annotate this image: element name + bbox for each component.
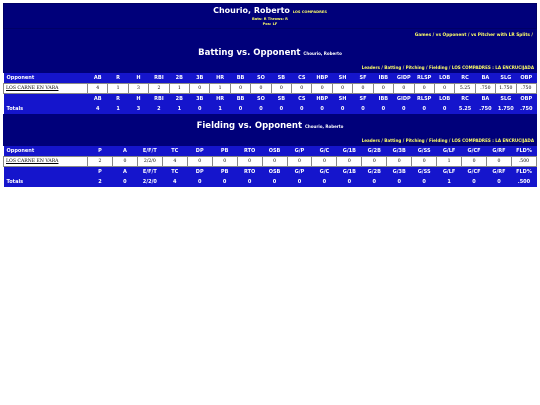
batting-col-header: HBP [312,73,332,84]
batting-col-header: HR [210,73,230,84]
fielding-col-header: PB [212,146,237,157]
fielding-total-cell: 0 [362,177,387,187]
batting-cell: 1.750 [496,84,516,94]
batting-col-header: RLSP [414,94,434,105]
fielding-cell: 0 [487,157,512,167]
batting-col-header: H [128,94,148,105]
fielding-col-header: OSB [262,167,287,178]
batting-cell: 1 [169,84,189,94]
fielding-total-cell: 0 [112,177,137,187]
fielding-total-cell: 0 [462,177,487,187]
batting-col-header: BA [475,73,495,84]
batting-cell: 0 [373,84,393,94]
batting-cell: 1 [210,84,230,94]
batting-col-header: GIDP [394,73,414,84]
fielding-col-header: G/C [312,167,337,178]
fielding-col-header: G/2B [362,167,387,178]
fielding-col-header: FLD% [511,167,536,178]
fielding-cell: 0 [187,157,212,167]
batting-total-cell: 0 [394,104,414,114]
page-container [3,3,537,187]
fielding-cell: 0 [312,157,337,167]
fielding-total-cell: 2 [88,177,113,187]
batting-total-cell: 1 [108,104,128,114]
batting-total-cell: 0 [292,104,312,114]
fielding-cell: 0 [237,157,262,167]
fielding-col-header: RTO [237,167,262,178]
fielding-col-header: G/3B [387,146,412,157]
batting-total-cell: .750 [475,104,495,114]
opponent-link[interactable]: LOS CARNE EN VARA [4,157,88,167]
batting-col-header: RBI [149,73,169,84]
batting-col-header: SF [353,94,373,105]
batting-col-header: SO [251,94,271,105]
batting-total-cell: 1 [210,104,230,114]
fielding-cell: 0 [462,157,487,167]
batting-col-header: GIDP [394,94,414,105]
batting-col-header: RC [455,94,475,105]
fielding-col-header: Opponent [4,146,88,157]
fielding-cell: 0 [412,157,437,167]
batting-links[interactable]: Leaders / Batting / Pitching / Fielding / LOS COMPADRES : LA ENCRUCIJADA [3,63,537,73]
batting-subtitle: Chourio, Roberto [303,51,342,56]
batting-col-header: H [128,73,148,84]
batting-total-cell: 0 [190,104,210,114]
fielding-col-header: G/C [312,146,337,157]
batting-header-row [4,73,537,84]
batting-cell: 0 [353,84,373,94]
fielding-col-header: OSB [262,146,287,157]
batting-col-header: 2B [169,94,189,105]
fielding-col-header: G/CF [462,146,487,157]
player-position: Pos: LF [262,21,278,26]
batting-cell: .750 [475,84,495,94]
fielding-cell: .500 [511,157,536,167]
batting-col-header: AB [88,94,108,105]
batting-total-cell: 0 [373,104,393,114]
fielding-col-header: TC [162,146,187,157]
batting-col-header: RLSP [414,73,434,84]
fielding-total-cell: 0 [312,177,337,187]
batting-col-header: BA [475,94,495,105]
batting-col-header: SO [251,73,271,84]
fielding-col-header: P [88,167,113,178]
batting-col-header: AB [88,73,108,84]
batting-col-header: LOB [434,94,454,105]
fielding-total-cell: 0 [287,177,312,187]
batting-total-cell: 0 [251,104,271,114]
batting-col-header: SB [271,73,291,84]
fielding-col-header: E/F/T [137,167,162,178]
fielding-total-cell: 0 [262,177,287,187]
batting-total-cell: 4 [88,104,108,114]
batting-table [3,73,537,114]
batting-total-cell: 0 [414,104,434,114]
batting-cell: 0 [292,84,312,94]
fielding-total-cell: Totals [4,177,88,187]
fielding-col-header: G/SS [412,146,437,157]
fielding-col-header: E/F/T [137,146,162,157]
fielding-total-cell: 2/2/0 [137,177,162,187]
fielding-col-header: G/3B [387,167,412,178]
batting-table-row [4,84,537,94]
fielding-totals-row [4,177,537,187]
fielding-col-header: G/LF [437,167,462,178]
batting-col-header: RBI [149,94,169,105]
batting-col-header: SF [353,73,373,84]
batting-total-cell: 0 [332,104,352,114]
batting-total-cell: 5.25 [455,104,475,114]
batting-col-header: SH [332,73,352,84]
player-bats-throws: Bats: R Throws: R [252,17,288,21]
batting-cell: 0 [312,84,332,94]
fielding-cell: 0 [287,157,312,167]
batting-cell: 5.25 [455,84,475,94]
batting-cell: 0 [230,84,250,94]
batting-col-header: BB [230,73,250,84]
fielding-col-header: G/2B [362,146,387,157]
batting-cell: 0 [434,84,454,94]
fielding-col-header: G/P [287,167,312,178]
batting-total-cell: 2 [149,104,169,114]
batting-cell: 3 [128,84,148,94]
fielding-total-cell: 0 [412,177,437,187]
batting-total-cell: 3 [128,104,148,114]
batting-total-cell: 0 [230,104,250,114]
batting-col-header: IBB [373,94,393,105]
fielding-title: Fielding vs. Opponent [196,121,303,131]
batting-total-cell: 1.750 [496,104,516,114]
fielding-col-header: G/LF [437,146,462,157]
batting-total-cell: Totals [4,104,88,114]
fielding-col-header: G/SS [412,167,437,178]
batting-cell: 0 [332,84,352,94]
batting-cell: 0 [271,84,291,94]
fielding-links[interactable]: Leaders / Batting / Pitching / Fielding / LOS COMPADRES : LA ENCRUCIJADA [3,136,537,146]
batting-cell: 2 [149,84,169,94]
fielding-total-cell: 0 [187,177,212,187]
fielding-header-row [4,146,537,157]
fielding-col-header: RTO [237,146,262,157]
fielding-col-header: DP [187,146,212,157]
fielding-total-cell: 0 [387,177,412,187]
batting-col-header: RC [455,73,475,84]
batting-total-cell: 0 [434,104,454,114]
batting-cell: 0 [251,84,271,94]
batting-col-header: BB [230,94,250,105]
fielding-table [3,146,537,187]
fielding-col-header: G/1B [337,146,362,157]
batting-col-header: SLG [496,73,516,84]
batting-col-header: R [108,73,128,84]
fielding-col-header: P [88,146,113,157]
batting-col-header: SH [332,94,352,105]
batting-header-row-repeat [4,94,537,105]
fielding-total-cell: 0 [237,177,262,187]
player-name: Chourio, Roberto [213,6,290,15]
fielding-col-header: G/RF [487,146,512,157]
batting-col-header: IBB [373,73,393,84]
batting-col-header: Opponent [4,73,88,84]
fielding-total-cell: 4 [162,177,187,187]
batting-col-header: 3B [190,73,210,84]
fielding-cell: 2/2/0 [137,157,162,167]
fielding-subtitle: Chourio, Roberto [305,124,344,129]
fielding-col-header: FLD% [511,146,536,157]
batting-col-header: 3B [190,94,210,105]
batting-cell: 0 [190,84,210,94]
fielding-cell: 1 [437,157,462,167]
player-team[interactable]: LOS COMPADRES [292,10,327,14]
batting-col-header: HR [210,94,230,105]
fielding-total-cell: 0 [337,177,362,187]
batting-total-cell: 0 [353,104,373,114]
batting-col-header: SLG [496,94,516,105]
fielding-header-row-repeat [4,167,537,178]
fielding-col-header [4,167,88,178]
fielding-cell: 0 [112,157,137,167]
player-nav-links[interactable]: Games / vs Opponent / vs Pitcher with LR Splits / [3,29,537,43]
fielding-col-header: A [112,146,137,157]
fielding-col-header: DP [187,167,212,178]
batting-col-header: SB [271,94,291,105]
batting-col-header: OBP [516,94,536,105]
fielding-cell: 0 [387,157,412,167]
fielding-cell: 0 [362,157,387,167]
fielding-col-header: A [112,167,137,178]
fielding-cell: 0 [212,157,237,167]
fielding-table-row [4,157,537,167]
fielding-cell: 0 [337,157,362,167]
batting-col-header: HBP [312,94,332,105]
fielding-total-cell: 1 [437,177,462,187]
fielding-section-title [3,116,537,136]
fielding-col-header: G/P [287,146,312,157]
fielding-total-cell: 0 [487,177,512,187]
fielding-col-header: G/CF [462,167,487,178]
batting-col-header [4,94,88,105]
fielding-col-header: TC [162,167,187,178]
fielding-col-header: PB [212,167,237,178]
fielding-col-header: G/RF [487,167,512,178]
batting-total-cell: 0 [312,104,332,114]
batting-section-title [3,43,537,63]
player-header [3,3,537,29]
fielding-cell: 0 [262,157,287,167]
fielding-total-cell: 0 [212,177,237,187]
fielding-total-cell: .500 [511,177,536,187]
fielding-cell: 2 [88,157,113,167]
batting-total-cell: 0 [271,104,291,114]
batting-cell: 0 [414,84,434,94]
batting-title: Batting vs. Opponent [198,48,301,58]
batting-total-cell: .750 [516,104,536,114]
batting-col-header: OBP [516,73,536,84]
batting-col-header: R [108,94,128,105]
batting-total-cell: 1 [169,104,189,114]
batting-totals-row [4,104,537,114]
batting-cell: .750 [516,84,536,94]
batting-col-header: CS [292,73,312,84]
batting-cell: 1 [108,84,128,94]
batting-cell: 4 [88,84,108,94]
batting-col-header: CS [292,94,312,105]
fielding-cell: 4 [162,157,187,167]
opponent-link[interactable]: LOS CARNE EN VARA [4,84,88,94]
batting-cell: 0 [394,84,414,94]
batting-col-header: LOB [434,73,454,84]
fielding-col-header: G/1B [337,167,362,178]
batting-col-header: 2B [169,73,189,84]
